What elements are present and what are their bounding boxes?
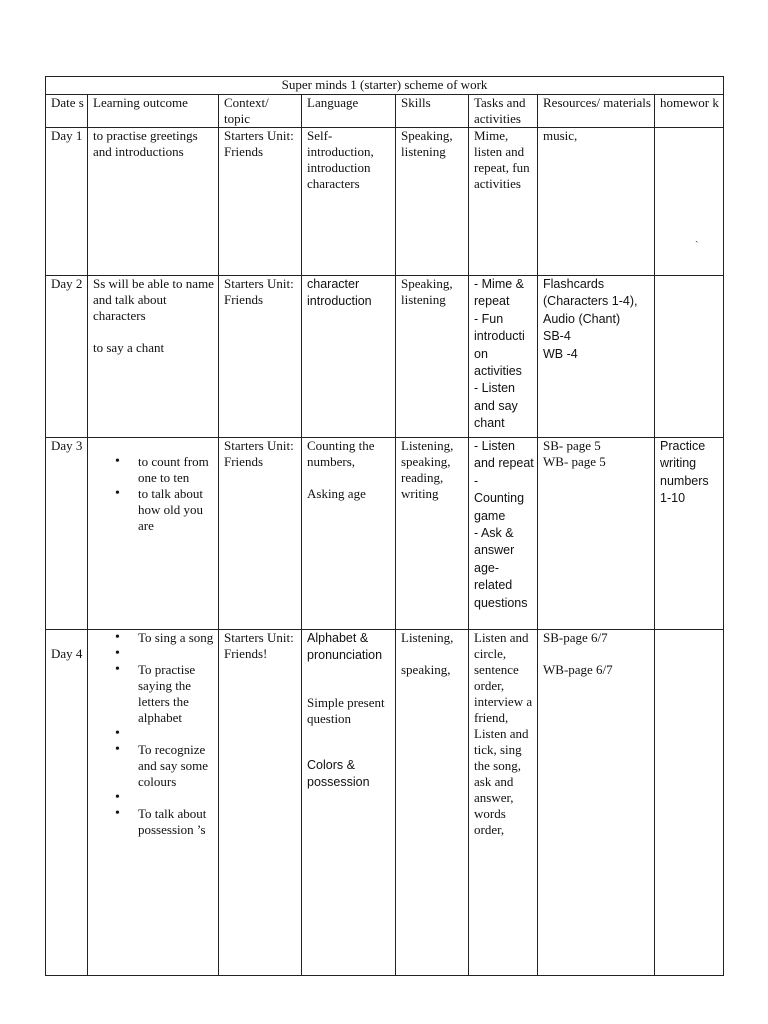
resources-cell: Flashcards (Characters 1-4), Audio (Chant) SB-4 WB -4 bbox=[538, 276, 655, 438]
language-text-3: Colors & possession bbox=[307, 757, 370, 790]
tasks-cell: - Listen and repeat - Counting game - Ask & answer age-related questions bbox=[469, 438, 538, 630]
language-cell bbox=[302, 438, 396, 630]
tasks-cell: - Mime & repeat - Fun introducti on activities - Listen and say chant bbox=[469, 276, 538, 438]
language-text-2: Simple present question bbox=[307, 694, 385, 726]
resources-text-2: WB-page 6/7 bbox=[543, 662, 613, 677]
table-row bbox=[46, 630, 724, 976]
language-text: Alphabet & pronunciation bbox=[307, 631, 383, 663]
skills-cell: Listening, speaking, reading, writing bbox=[396, 438, 469, 630]
language-text-2: Asking age bbox=[307, 486, 366, 501]
homework-cell: Practice writing numbers 1-10 bbox=[655, 438, 724, 630]
list-item: • to talk about how old you are bbox=[138, 486, 215, 534]
header-dates: Date s bbox=[46, 95, 88, 128]
resources-cell bbox=[538, 630, 655, 976]
resources-cell: SB- page 5 WB- page 5 bbox=[538, 438, 655, 630]
skills-text: Listening, bbox=[401, 630, 454, 645]
context-cell: Starters Unit: Friends bbox=[219, 276, 302, 438]
homework-cell bbox=[655, 128, 724, 276]
header-homework: homewor k bbox=[655, 95, 724, 128]
outcome-cell: to practise greetings and introductions bbox=[88, 128, 219, 276]
skills-cell bbox=[396, 630, 469, 976]
outcome-cell bbox=[88, 438, 219, 630]
tasks-cell: Mime, listen and repeat, fun activities bbox=[469, 128, 538, 276]
outcome-cell bbox=[88, 630, 219, 976]
table-title: Super minds 1 (starter) scheme of work bbox=[46, 77, 724, 95]
skills-cell: Speaking, listening bbox=[396, 128, 469, 276]
day-cell: Day 3 bbox=[46, 438, 88, 630]
language-cell: Self-introduction, introduction characters bbox=[302, 128, 396, 276]
header-resources: Resources/ materials bbox=[538, 95, 655, 128]
outcome-text-2: to say a chant bbox=[93, 340, 165, 355]
outcome-text: Ss will be able to name and talk about characters bbox=[93, 276, 214, 323]
homework-cell bbox=[655, 276, 724, 438]
tasks-cell: Listen and circle, sentence order, interview a friend, Listen and tick, sing the song, ask and answer, words order, bbox=[469, 630, 538, 976]
context-cell: Starters Unit: Friends bbox=[219, 128, 302, 276]
header-skills: Skills bbox=[396, 95, 469, 128]
resources-text: SB-page 6/7 bbox=[543, 630, 608, 645]
day-cell bbox=[46, 630, 88, 976]
scheme-of-work-table bbox=[45, 76, 724, 976]
list-item: • To recognize and say some colours bbox=[138, 742, 215, 790]
list-item: • To talk about possession ’s bbox=[138, 806, 215, 838]
list-item: • To sing a song bbox=[138, 630, 215, 646]
outcome-list bbox=[93, 454, 215, 534]
list-item: • To practise saying the letters the alphabet bbox=[138, 662, 215, 726]
table-row bbox=[46, 438, 724, 630]
table-row bbox=[46, 128, 724, 276]
language-cell: character introduction bbox=[302, 276, 396, 438]
resources-cell: music, bbox=[538, 128, 655, 276]
day-cell: Day 2 bbox=[46, 276, 88, 438]
header-row bbox=[46, 95, 724, 128]
header-context: Context/ topic bbox=[219, 95, 302, 128]
day-label: Day 4 bbox=[51, 646, 83, 661]
context-cell: Starters Unit: Friends bbox=[219, 438, 302, 630]
language-cell bbox=[302, 630, 396, 976]
header-language: Language bbox=[302, 95, 396, 128]
context-cell: Starters Unit: Friends! bbox=[219, 630, 302, 976]
header-tasks: Tasks and activities bbox=[469, 95, 538, 128]
outcome-cell bbox=[88, 276, 219, 438]
outcome-list bbox=[93, 630, 215, 838]
header-learning-outcome: Learning outcome bbox=[88, 95, 219, 128]
skills-text-2: speaking, bbox=[401, 662, 451, 677]
table-row bbox=[46, 276, 724, 438]
stray-mark: ˎ bbox=[695, 232, 699, 243]
list-item: • to count from one to ten bbox=[138, 454, 215, 486]
skills-cell: Speaking, listening bbox=[396, 276, 469, 438]
language-text: Counting the numbers, bbox=[307, 438, 375, 469]
day-cell: Day 1 bbox=[46, 128, 88, 276]
homework-cell bbox=[655, 630, 724, 976]
